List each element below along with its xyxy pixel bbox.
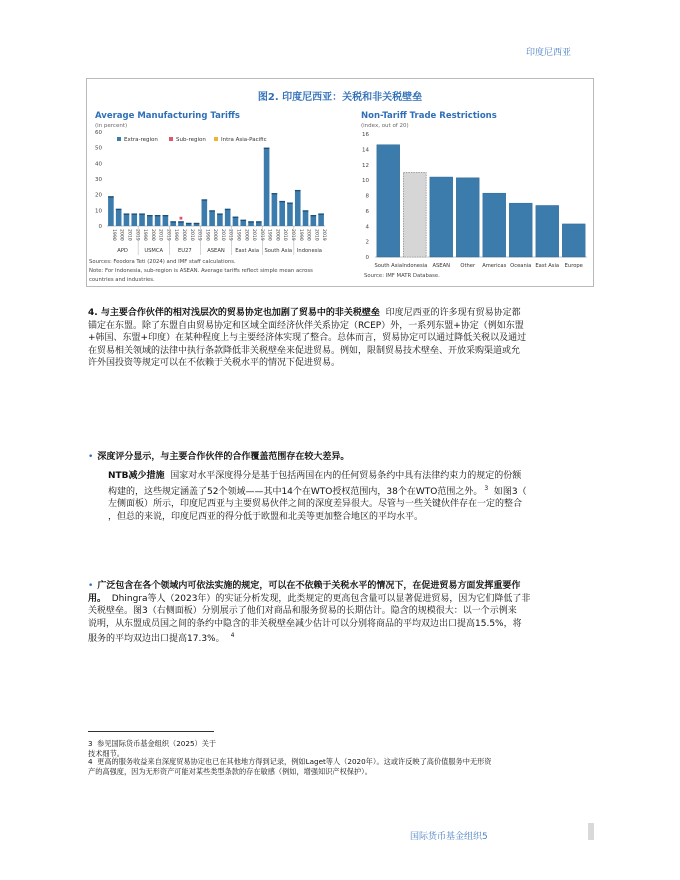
figure-title: 图2. 印度尼西亚：关税和非关税壁垒 <box>257 92 423 103</box>
left-year-7: 2019 <box>165 229 171 241</box>
left-bar-cap-4 <box>139 213 145 214</box>
left-bar-cap-17 <box>240 220 246 221</box>
legend-extra-region: Extra-region <box>124 137 158 143</box>
left-bar-cap-20 <box>264 148 270 149</box>
left-year-24: 1990 <box>297 229 303 241</box>
left-year-26: 2010 <box>313 229 319 241</box>
left-bar-extra-15 <box>225 209 231 226</box>
legend-swatch-intra <box>214 137 218 141</box>
bullet2-line-1 <box>88 580 600 593</box>
right-ytick-0: 0 <box>365 255 369 261</box>
left-bar-extra-6 <box>155 215 161 226</box>
left-bar-extra-5 <box>147 215 153 226</box>
left-bar-cap-9 <box>178 221 184 222</box>
left-year-12: 1990 <box>204 229 210 241</box>
left-bar-cap-3 <box>131 213 137 214</box>
left-bar-extra-23 <box>287 203 293 227</box>
left-bar-extra-21 <box>272 193 278 226</box>
left-chart-unit: (in percent) <box>95 123 128 129</box>
right-ytick-8: 8 <box>365 193 369 200</box>
left-bar-extra-2 <box>124 213 130 226</box>
left-year-14: 2010 <box>219 229 225 241</box>
left-bar-extra-7 <box>163 215 169 226</box>
right-cat-5: Oceania <box>510 263 532 269</box>
right-bar-asean <box>430 177 453 257</box>
bullet2-lead: 广泛包含在各个领域内可依法实施的规定，可以在不依赖于关税水平的情况下，在促进贸易方面发挥重要作 <box>97 581 521 591</box>
left-group-1: USMCA <box>144 248 164 254</box>
bullet1-text-1: 国家对水平深度得分是基于包括两国在内的任何贸易条约中具有法律约束力的规定的份额 <box>170 471 522 481</box>
right-ytick-6: 6 <box>365 208 369 215</box>
left-ytick-20: 20 <box>95 192 102 199</box>
para4-line-5: 许外国投资等规定可以在不依赖于关税水平的情况下促进贸易。 <box>88 358 341 369</box>
right-ytick-10: 10 <box>362 178 369 185</box>
bullet1-line-4: ，但总的来说，印度尼西亚的得分低于欧盟和北美等更加整合地区的平均水平。 <box>108 511 424 522</box>
fn4-text: 更高的服务收益来自深度贸易协定也已在其他地方得到记录，例如Laget等人（2020年）。这或许反映了高价值服务中无形资 <box>97 757 492 766</box>
fn3-text-cont: 技术细节。 <box>88 748 124 758</box>
left-year-labels <box>111 229 327 241</box>
page-number-bar <box>588 823 594 840</box>
figure-charts <box>87 79 595 288</box>
left-year-6: 2010 <box>157 229 163 241</box>
left-year-25: 2000 <box>305 229 311 241</box>
left-year-8: 1990 <box>173 229 179 241</box>
left-year-15: 2019 <box>227 229 233 241</box>
bullet1-text-2: 构建的，这些规定涵盖了52个领域——其中14个在WTO授权范围内，38个在WTO范围之外。 <box>108 486 483 497</box>
left-bar-cap-23 <box>287 203 293 204</box>
legend-intra-asia-pacific: Intra Asia-Pacific <box>221 137 267 143</box>
bullet2-line-4: 说明，从东盟成员国之间的条约中隐含的非关税壁垒减少估计可以分别将商品的平均双边出口提高15.5%，将 <box>88 618 522 629</box>
left-bar-cap-14 <box>217 213 223 214</box>
left-bar-extra-12 <box>202 199 208 226</box>
left-bar-extra-27 <box>318 213 324 226</box>
bullet2-line-3: 关税壁垒。图3（右侧面板）分别展示了他们对商品和服务贸易的长期估计。隐含的规模很大：以一个示例来 <box>88 606 517 617</box>
left-bar-cap-19 <box>256 221 262 222</box>
bullet1-body <box>108 470 598 523</box>
left-year-3: 2019 <box>134 229 140 241</box>
right-cat-6: East Asia <box>535 263 560 269</box>
right-bar-oceania <box>509 203 532 257</box>
footnote-4 <box>88 757 598 776</box>
left-bar-cap-16 <box>233 217 239 218</box>
left-bar-extra-24 <box>295 190 301 226</box>
left-year-17: 2000 <box>243 229 249 241</box>
right-category-labels <box>374 263 582 269</box>
left-year-9: 2000 <box>180 229 186 241</box>
left-source: Sources: Feodora Teti (2024) and IMF staff calculations. <box>89 259 236 265</box>
left-ytick-50: 50 <box>95 145 102 152</box>
left-note-cont: countries and industries. <box>89 277 155 283</box>
left-year-27: 2019 <box>321 229 327 241</box>
fn3-number: 3 <box>88 739 93 748</box>
right-bars <box>377 145 585 257</box>
left-year-23: 2019 <box>289 229 295 241</box>
left-group-4: East Asia <box>235 248 260 254</box>
para4-line-4: 在贸易相关领域的法律中执行条款降低非关税壁垒来促进贸易。例如，限制贸易技术壁垒、开放采购渠道或允 <box>88 345 521 356</box>
left-ytick-40: 40 <box>95 161 102 168</box>
left-bar-extra-25 <box>303 210 309 226</box>
left-bar-cap-10 <box>186 223 192 224</box>
left-bar-extra-22 <box>279 201 285 226</box>
left-bar-extra-14 <box>217 213 223 226</box>
bullet1-line-3: 左侧面板）所示，印度尼西亚与主要贸易伙伴之间的深度差异很大。尽管与一些关键伙伴存在一定的整合 <box>108 499 523 510</box>
fn3-text: 参见国际货币基金组织（2025）关于 <box>97 739 217 748</box>
footnote-ref-3[interactable]: 3 <box>484 484 489 492</box>
left-year-22: 2010 <box>282 229 288 241</box>
right-cat-4: Americas <box>482 263 507 269</box>
left-bar-extra-0 <box>108 196 114 226</box>
right-bar-south-asia <box>377 145 400 257</box>
left-bar-extra-3 <box>131 213 137 226</box>
left-group-5: South Asia <box>264 248 293 254</box>
footnote-3 <box>88 739 598 758</box>
left-group-6: Indonesia <box>296 248 322 254</box>
left-bar-cap-1 <box>116 209 122 210</box>
bullet1-line-1 <box>108 470 598 483</box>
right-cat-0: South Asia <box>374 263 403 269</box>
left-bar-cap-12 <box>202 199 208 200</box>
left-chart-title: Average Manufacturing Tariffs <box>95 111 240 121</box>
bullet-depth-score <box>88 451 598 464</box>
right-ytick-2: 2 <box>365 239 369 246</box>
legend-sub-region: Sub-region <box>176 137 206 143</box>
legend-swatch-extra <box>117 137 121 141</box>
left-bar-cap-7 <box>163 215 169 216</box>
right-ytick-14: 14 <box>362 147 369 154</box>
para4-line-3: +韩国、东盟+印度）在某种程度上与主要经济体实现了整合。总体而言，贸易协定可以通过降低关税以及通过 <box>88 333 527 344</box>
left-bar-cap-2 <box>124 213 130 214</box>
footnote-ref-4[interactable]: 4 <box>230 632 235 640</box>
legend-swatch-sub <box>169 137 173 141</box>
left-year-18: 2010 <box>251 229 257 241</box>
right-bar-indonesia <box>403 172 426 257</box>
left-note: Note: For Indonesia, sub-region is ASEAN. Average tariffs reflect simple mean across <box>89 268 313 274</box>
right-ytick-16: 16 <box>362 132 369 138</box>
left-bar-extra-26 <box>311 215 317 226</box>
fn4-text-cont: 产的高强度，因为无形资产可能对某些类型条款的存在敏感（例如，增强知识产权保护）。 <box>88 766 372 776</box>
right-chart-unit: (index, out of 20) <box>361 123 409 129</box>
bullet2-line-5 <box>88 630 600 646</box>
left-bar-cap-8 <box>170 221 176 222</box>
right-source: Source: IMF MATR Database. <box>364 273 440 279</box>
para4-line-2: 锚定在东盟。除了东盟自由贸易协定和区域全面经济伙伴关系协定（RCEP）外，一系列东盟+协定（例如东盟 <box>88 320 524 331</box>
left-group-3: ASEAN <box>207 248 225 254</box>
left-bar-cap-25 <box>303 210 309 211</box>
para4-line-1 <box>88 307 596 320</box>
figure-2 <box>86 78 594 287</box>
left-bar-cap-5 <box>147 215 153 216</box>
left-bar-extra-20 <box>264 148 270 226</box>
left-year-4: 1990 <box>142 229 148 241</box>
left-bar-extra-4 <box>139 213 145 226</box>
left-bar-cap-22 <box>279 201 285 202</box>
right-cat-2: ASEAN <box>432 263 451 269</box>
left-bar-cap-13 <box>209 210 215 211</box>
left-ytick-60: 60 <box>95 130 102 136</box>
left-year-19: 2019 <box>258 229 264 241</box>
left-year-1: 2000 <box>118 229 124 241</box>
left-bar-cap-21 <box>272 193 278 194</box>
left-bar-cap-15 <box>225 209 231 210</box>
left-bar-cap-24 <box>295 190 301 191</box>
right-bar-east-asia <box>536 205 559 257</box>
bullet2-text-4: 服务的平均双边出口提高17.3%。 <box>88 634 225 645</box>
left-bar-cap-26 <box>311 215 317 216</box>
bullet-dot-icon: • <box>88 581 94 591</box>
left-bar-cap-0 <box>108 196 114 197</box>
fn4-number: 4 <box>88 757 93 766</box>
left-bar-cap-11 <box>194 223 200 224</box>
page-footer: 国际货币基金组织5 <box>410 832 488 842</box>
para4-text-1: 印度尼西亚的许多现有贸易协定都 <box>385 308 521 318</box>
left-year-21: 2000 <box>274 229 280 241</box>
right-bar-americas <box>483 193 506 257</box>
left-bar-cap-18 <box>248 221 254 222</box>
left-bar-cap-27 <box>318 213 324 214</box>
left-year-16: 1990 <box>235 229 241 241</box>
right-cat-1: Indonesia <box>402 263 428 269</box>
left-year-2: 2010 <box>126 229 132 241</box>
legend <box>117 137 267 143</box>
left-year-20: 1990 <box>266 229 272 241</box>
bullet1-line-2 <box>108 483 598 499</box>
bullet-enforceable-provisions <box>88 580 600 646</box>
left-year-10: 2010 <box>188 229 194 241</box>
left-year-11: 2019 <box>196 229 202 241</box>
bullet2-lead-2: 用。 <box>88 593 107 604</box>
left-bar-extra-13 <box>209 210 215 226</box>
left-group-2: EU27 <box>178 248 192 254</box>
left-bars <box>108 148 324 226</box>
left-ytick-0: 0 <box>98 224 102 230</box>
bullet1-tail: 如图3（ <box>493 486 527 497</box>
right-chart-title: Non-Tariff Trade Restrictions <box>361 111 497 121</box>
right-cat-7: Europe <box>564 263 583 269</box>
right-bar-europe <box>562 224 585 257</box>
bullet1-lead: 深度评分显示，与主要合作伙伴的合作覆盖范围存在较大差异。 <box>97 452 350 462</box>
left-marker-sub-9 <box>180 217 183 220</box>
left-year-0: 1990 <box>110 229 116 241</box>
left-year-13: 2000 <box>212 229 218 241</box>
left-ytick-30: 30 <box>95 177 102 183</box>
left-bar-extra-1 <box>116 209 122 226</box>
left-bar-cap-6 <box>155 215 161 216</box>
right-bar-other <box>456 178 479 257</box>
left-bar-extra-16 <box>233 217 239 226</box>
bullet2-text-1: Dhingra等人（2023年）的实证分析发现，此类规定的更高包含量可以显著促进贸易，因为它们降低了非 <box>111 593 531 604</box>
right-ytick-12: 12 <box>362 162 369 169</box>
page-header-country: 印度尼西亚 <box>526 48 572 58</box>
left-year-5: 2000 <box>149 229 155 241</box>
left-ytick-10: 10 <box>95 208 102 215</box>
bullet1-sublead: NTB减少措施 <box>108 471 165 481</box>
para4-lead: 4. 与主要合作伙伴的相对浅层次的贸易协定也加剧了贸易中的非关税壁垒 <box>88 308 380 318</box>
paragraph-4 <box>88 307 596 370</box>
footnote-rule <box>88 731 214 732</box>
bullet2-line-2 <box>88 593 600 606</box>
left-group-0: APD <box>117 248 128 254</box>
bullet-dot-icon: • <box>88 452 94 462</box>
right-cat-3: Other <box>460 263 476 269</box>
right-ytick-4: 4 <box>365 224 369 231</box>
